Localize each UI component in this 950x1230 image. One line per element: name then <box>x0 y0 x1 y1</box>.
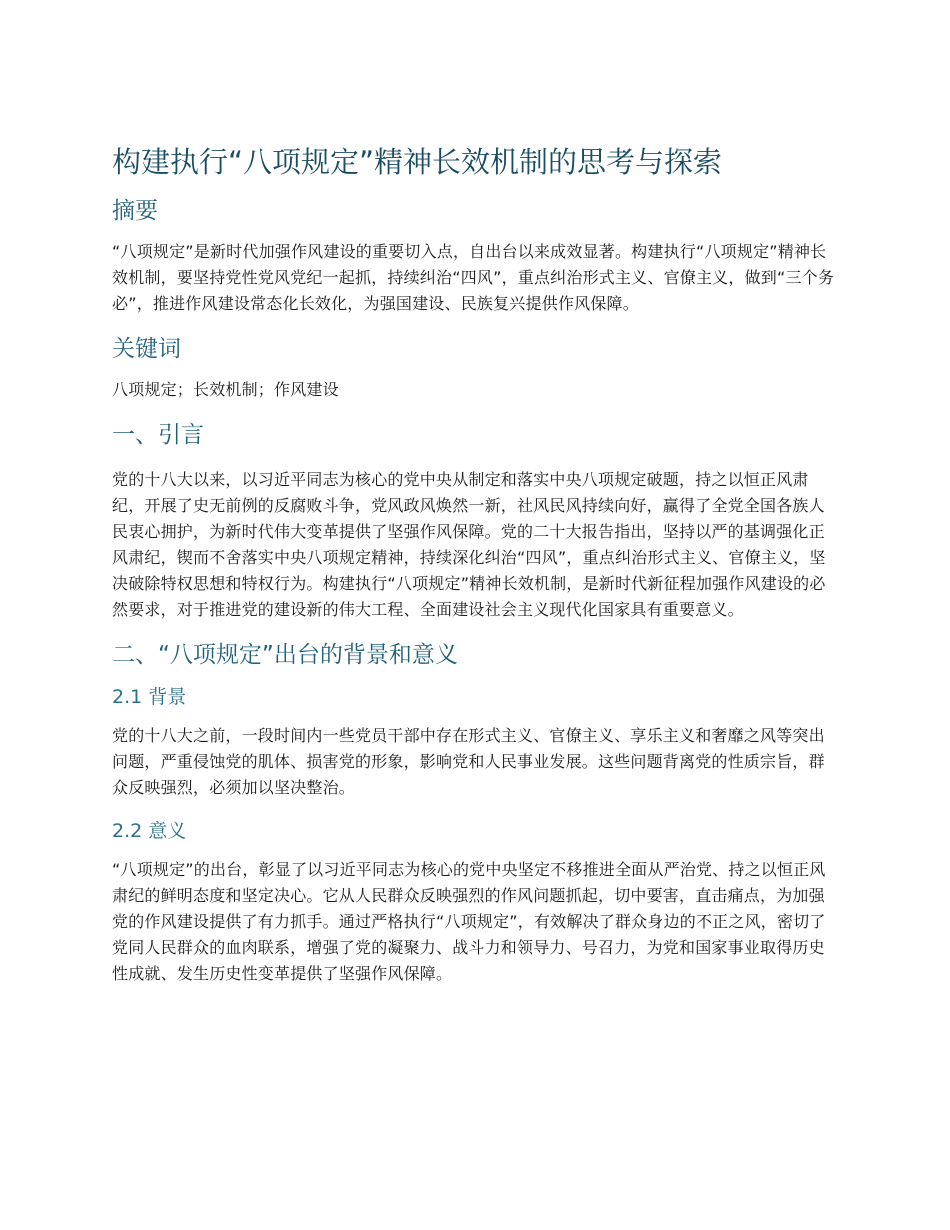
section2-heading: 二、“八项规定”出台的背景和意义 <box>112 642 458 668</box>
keywords-heading: 关键词 <box>112 336 181 362</box>
significance-text: “八项规定”的出台，彰显了以习近平同志为核心的党中央坚定不移推进全面从严治党、持之以恒正风肃纪的鲜明态度和坚定决心。它从人民群众反映强烈的作风问题抓起，切中要害，直击痛点，为加强党的作风建设提供了有力抓手。通过严格执行“八项规定”，有效解决了群众身边的不正之风，密切了党同人民群众的血肉联系，增强了党的凝聚力、战斗力和领导力、号召力，为党和国家事业取得历史性成就、发生历史性变革提供了坚强作风保障。 <box>112 860 826 983</box>
abstract-text: “八项规定”是新时代加强作风建设的重要切入点，自出台以来成效显著。构建执行“八项规定”精神长效机制，要坚持党性党风党纪一起抓，持续纠治“四风”，重点纠治形式主义、官僚主义，做到“三个务必”，推进作风建设常态化长效化，为强国建设、民族复兴提供作风保障。 <box>112 242 835 313</box>
background-text: 党的十八大之前，一段时间内一些党员干部中存在形式主义、官僚主义、享乐主义和奢靡之风等突出问题，严重侵蚀党的肌体、损害党的形象，影响党和人民事业发展。这些问题背离党的性质宗旨，群众反映强烈，必须加以坚决整治。 <box>112 726 825 797</box>
background-heading: 2.1 背景 <box>112 686 187 708</box>
keywords-text: 八项规定；长效机制；作风建设 <box>112 380 339 399</box>
significance-heading: 2.2 意义 <box>112 820 187 842</box>
document-page <box>112 142 840 987</box>
introduction-heading: 一、引言 <box>112 422 204 448</box>
abstract-heading: 摘要 <box>112 198 158 224</box>
introduction-text: 党的十八大以来，以习近平同志为核心的党中央从制定和落实中央八项规定破题，持之以恒正风肃纪，开展了史无前例的反腐败斗争，党风政风焕然一新，社风民风持续向好，赢得了全党全国各族人民衷心拥护，为新时代伟大变革提供了坚强作风保障。党的二十大报告指出，坚持以严的基调强化正风肃纪，锲而不舍落实中央八项规定精神，持续深化纠治“四风”，重点纠治形式主义、官僚主义，坚决破除特权思想和特权行为。构建执行“八项规定”精神长效机制，是新时代新征程加强作风建设的必然要求，对于推进党的建设新的伟大工程、全面建设社会主义现代化国家具有重要意义。 <box>112 470 826 619</box>
document-title: 构建执行“八项规定”精神长效机制的思考与探索 <box>112 145 723 179</box>
